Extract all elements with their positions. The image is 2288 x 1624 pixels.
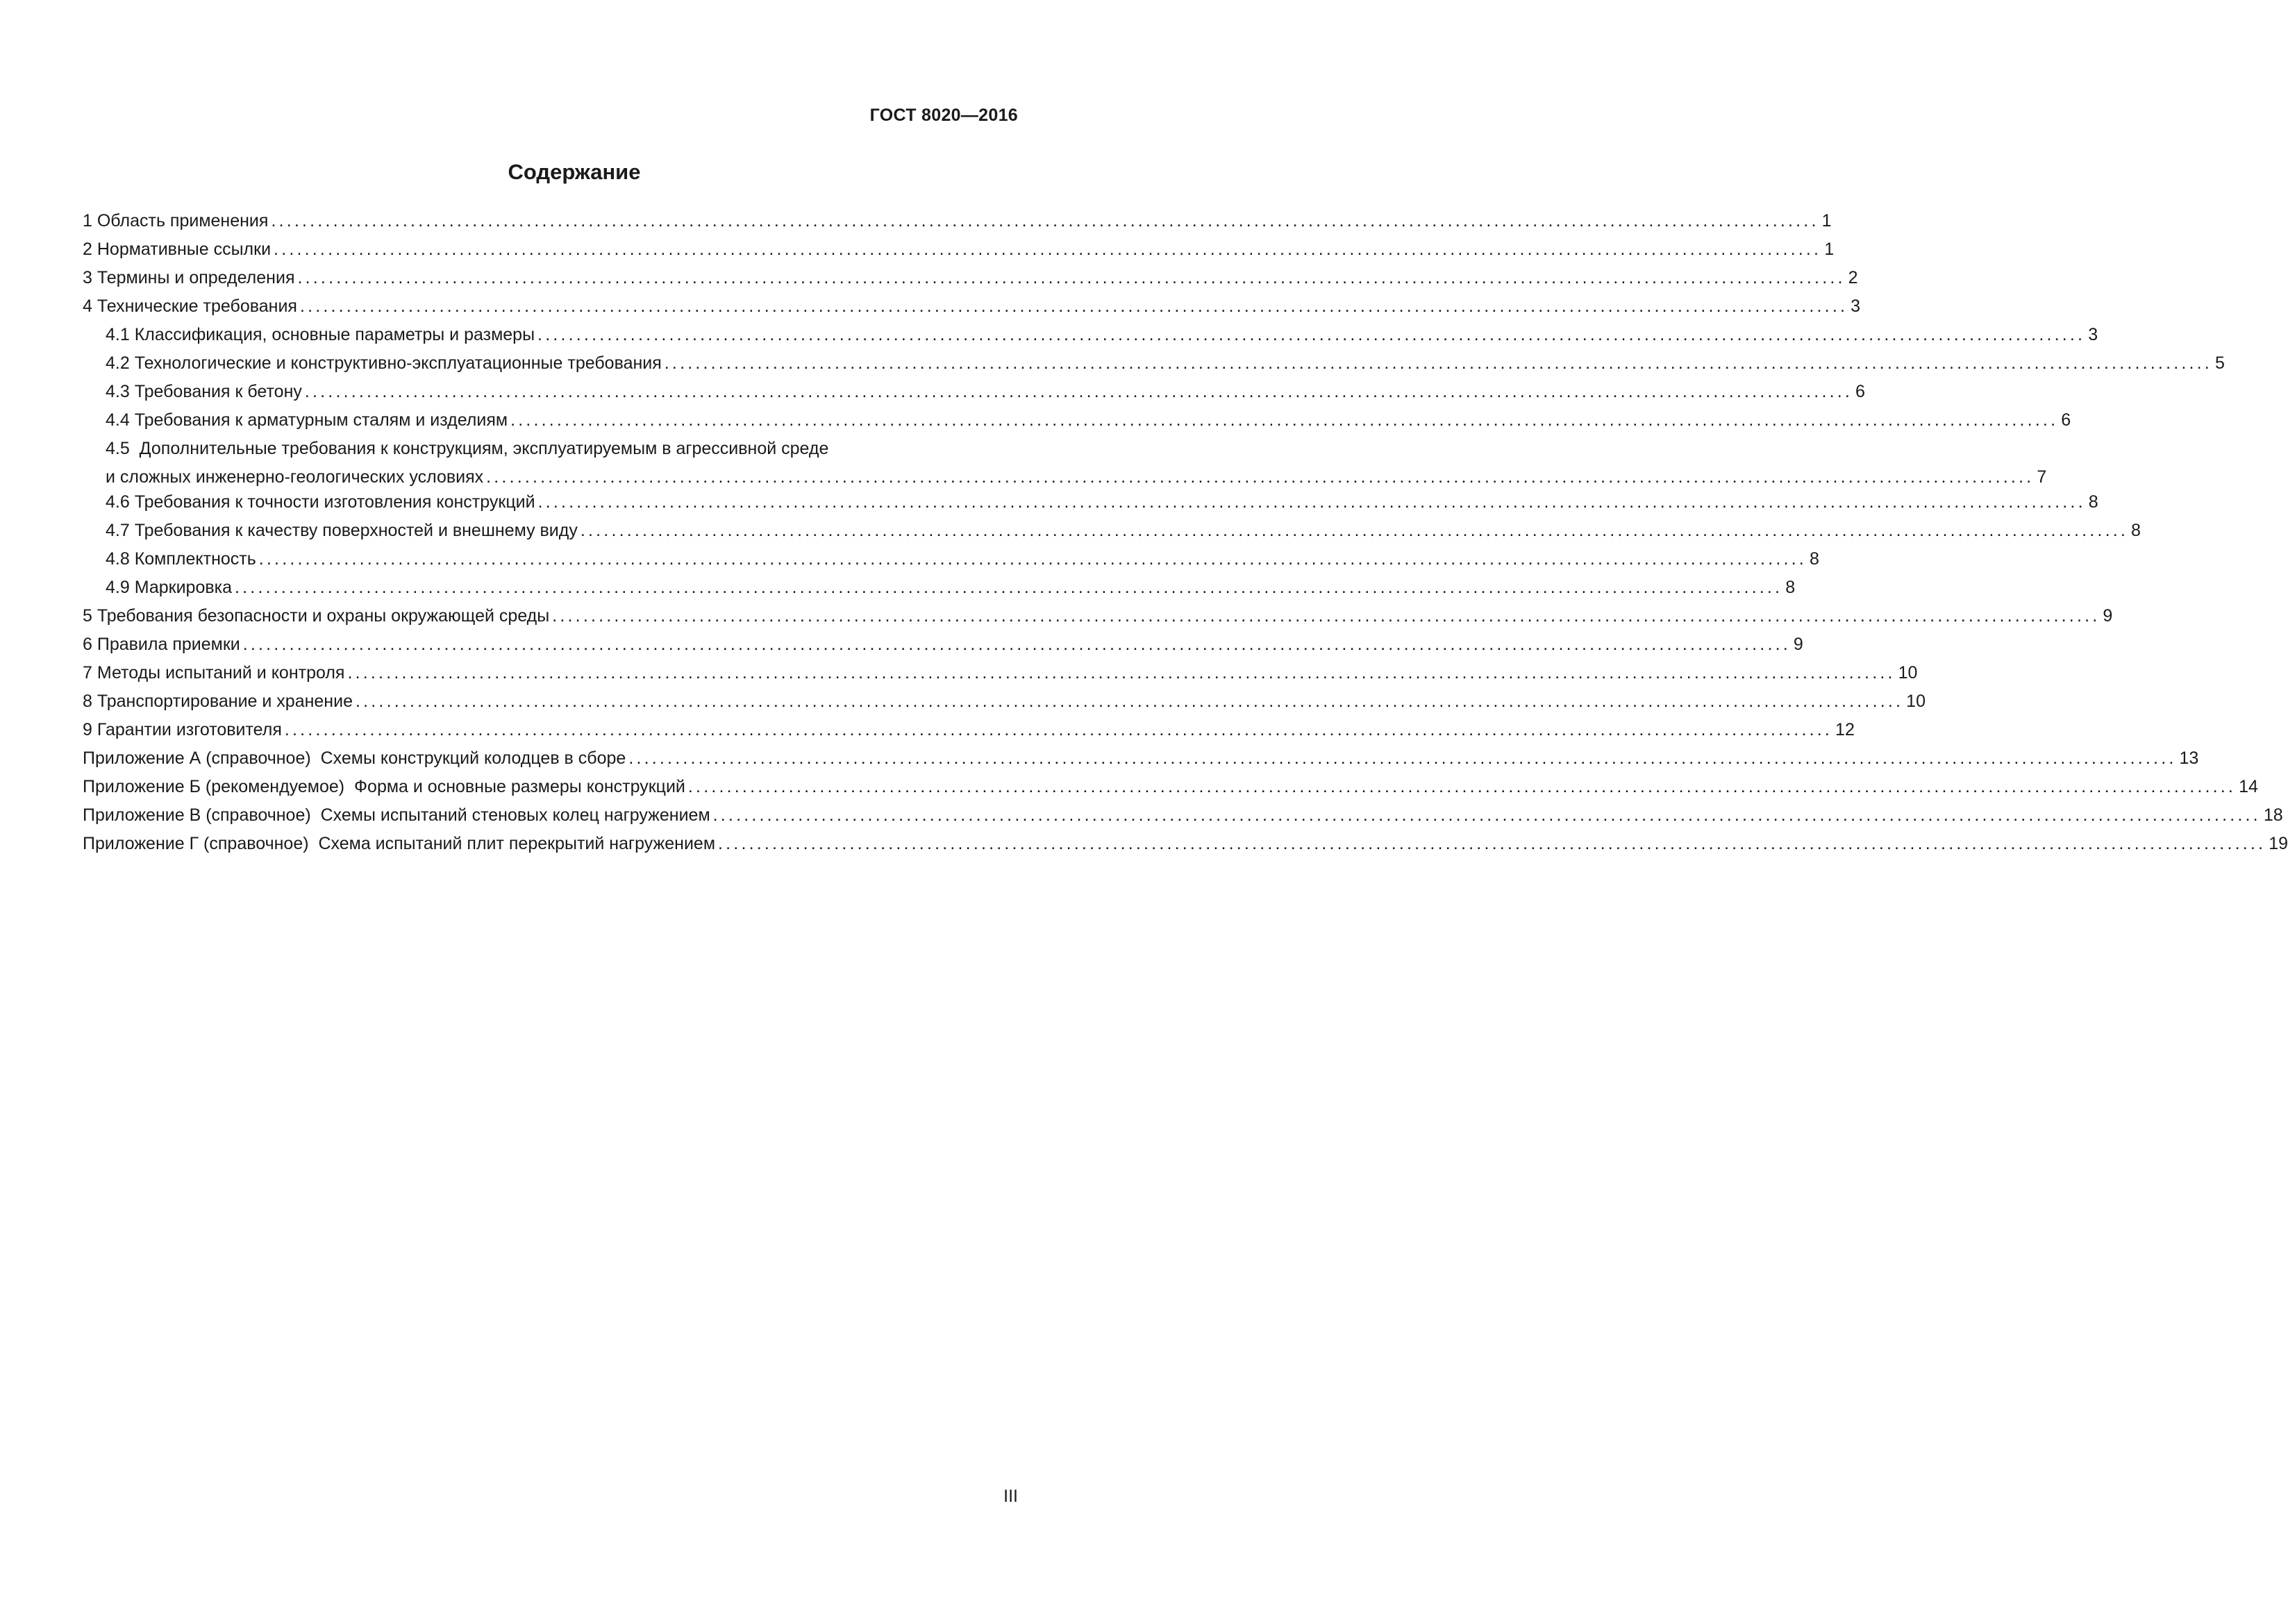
toc-entry-number: 4 <box>83 296 92 316</box>
dot-leader: ........................................................................................................................................................................................................ <box>718 834 2266 853</box>
toc-entry-4-1[interactable] <box>83 324 2098 352</box>
dot-leader: ........................................................................................................................................................................................................ <box>356 692 1904 711</box>
toc-entry-title: Форма и основные размеры конструкций <box>354 777 685 796</box>
toc-entry-number: 4.3 <box>106 382 130 401</box>
toc-entry-page: 8 <box>2131 521 2141 540</box>
toc-entry-title: Гарантии изготовителя <box>97 720 282 739</box>
dot-leader: ........................................................................................................................................................................................................ <box>297 268 1846 287</box>
dot-leader: ........................................................................................................................................................................................................ <box>580 521 2129 540</box>
dot-leader: ........................................................................................................................................................................................................ <box>235 578 1783 597</box>
toc-entry-number: 4.6 <box>106 492 130 512</box>
toc-entry-page: 3 <box>2088 325 2098 344</box>
toc-entry-4-9[interactable] <box>83 576 1796 605</box>
toc-entry-number: 7 <box>83 663 92 683</box>
toc-entry-page: 1 <box>1824 240 1835 259</box>
toc-entry-page: 8 <box>1785 578 1796 597</box>
toc-entry-appendix-b[interactable] <box>83 776 2258 804</box>
toc-entry-4-2[interactable] <box>83 352 2225 380</box>
toc-entry-page: 7 <box>2037 467 2047 487</box>
toc-entry-title: Требования к бетону <box>134 382 302 401</box>
toc-entry-title-line2: и сложных инженерно-геологических условиях <box>106 467 484 487</box>
toc-entry-page: 3 <box>1851 296 1861 316</box>
toc-entry-number: 1 <box>83 211 92 231</box>
toc-entry-9[interactable] <box>83 719 1855 747</box>
toc-entry-number: Приложение Г (справочное) <box>83 834 309 853</box>
toc-entry-title: Правила приемки <box>97 635 240 654</box>
dot-leader: ........................................................................................................................................................................................................ <box>628 748 2177 768</box>
toc-entry-page: 6 <box>1855 382 1865 401</box>
toc-entry-number: 4.8 <box>106 549 130 569</box>
toc-entry-page: 1 <box>1821 211 1832 231</box>
dot-leader: ........................................................................................................................................................................................................ <box>537 492 2086 512</box>
toc-entry-number: 8 <box>83 692 92 711</box>
toc-entry-title: Требования к точности изготовления конструкций <box>134 492 535 512</box>
toc-entry-5[interactable] <box>83 605 2113 633</box>
toc-entry-page: 10 <box>1898 663 1918 683</box>
toc-entry-number: Приложение А (справочное) <box>83 748 311 768</box>
toc-entry-page: 9 <box>1793 635 1803 654</box>
toc-entry-title: Комплектность <box>134 549 256 569</box>
toc-entry-page: 2 <box>1848 268 1858 287</box>
document-code: ГОСТ 8020—2016 <box>869 106 1018 125</box>
dot-leader: ........................................................................................................................................................................................................ <box>271 211 1819 231</box>
toc-entry-title: Требования безопасности и охраны окружающей среды <box>97 606 550 626</box>
toc-entry-title: Схема испытаний плит перекрытий нагружением <box>318 834 716 853</box>
toc-entry-page: 5 <box>2214 353 2225 373</box>
dot-leader: ........................................................................................................................................................................................................ <box>299 296 1848 316</box>
toc-entry-4-3[interactable] <box>83 380 1865 409</box>
toc-entry-number: Приложение Б (рекомендуемое) <box>83 777 345 796</box>
toc-entry-number: 4.5 <box>106 439 130 458</box>
toc-entry-title: Технологические и конструктивно-эксплуатационные требования <box>134 353 662 373</box>
dot-leader: ........................................................................................................................................................................................................ <box>486 467 2035 487</box>
toc-entry-page: 14 <box>2239 777 2258 796</box>
dot-leader: ........................................................................................................................................................................................................ <box>242 635 1791 654</box>
dot-leader: ........................................................................................................................................................................................................ <box>510 410 2059 430</box>
dot-leader: ........................................................................................................................................................................................................ <box>258 549 1807 569</box>
toc-entry-title-line1: Дополнительные требования к конструкциям, эксплуатируемым в агрессивной среде <box>139 439 829 458</box>
dot-leader: ........................................................................................................................................................................................................ <box>347 663 1896 683</box>
dot-leader: ........................................................................................................................................................................................................ <box>274 240 1822 259</box>
toc-entry-page: 18 <box>2263 805 2283 825</box>
toc-entry-4-4[interactable] <box>83 409 2071 437</box>
toc-title: Содержание <box>508 160 641 184</box>
dot-leader: ........................................................................................................................................................................................................ <box>664 353 2212 373</box>
toc-entry-page: 13 <box>2179 748 2199 768</box>
dot-leader: ........................................................................................................................................................................................................ <box>687 777 2237 796</box>
toc-entry-page: 12 <box>1835 720 1855 739</box>
toc-entry-title: Схемы испытаний стеновых колец нагружением <box>320 805 710 825</box>
toc-entry-number: 3 <box>83 268 92 287</box>
toc-entry-title: Нормативные ссылки <box>97 240 272 259</box>
toc-entry-title: Методы испытаний и контроля <box>97 663 345 683</box>
toc-entry-1[interactable] <box>83 210 1832 238</box>
toc-entry-title: Схемы конструкций колодцев в сборе <box>320 748 626 768</box>
toc-entry-number: 5 <box>83 606 92 626</box>
toc-entry-page: 19 <box>2269 834 2288 853</box>
table-of-contents <box>83 210 2288 861</box>
toc-entry-4-7[interactable] <box>83 519 2141 548</box>
toc-entry-title: Термины и определения <box>97 268 295 287</box>
toc-entry-number: 4.1 <box>106 325 130 344</box>
page-number: III <box>1003 1487 1018 1506</box>
dot-leader: ........................................................................................................................................................................................................ <box>552 606 2101 626</box>
toc-entry-page: 8 <box>1809 549 1819 569</box>
toc-entry-appendix-g[interactable] <box>83 832 2288 861</box>
toc-entry-page: 6 <box>2061 410 2071 430</box>
toc-entry-number: 6 <box>83 635 92 654</box>
toc-entry-4-6[interactable] <box>83 491 2098 519</box>
toc-entry-appendix-a[interactable] <box>83 747 2199 776</box>
toc-entry-number: 9 <box>83 720 92 739</box>
toc-entry-number: 2 <box>83 240 92 259</box>
toc-entry-title: Маркировка <box>134 578 233 597</box>
toc-entry-number: 4.4 <box>106 410 130 430</box>
toc-entry-number: 4.2 <box>106 353 130 373</box>
toc-entry-title: Область применения <box>97 211 269 231</box>
toc-entry-title: Транспортирование и хранение <box>97 692 353 711</box>
toc-entry-number: Приложение В (справочное) <box>83 805 311 825</box>
dot-leader: ........................................................................................................................................................................................................ <box>712 805 2261 825</box>
toc-entry-title: Требования к качеству поверхностей и внешнему виду <box>134 521 578 540</box>
toc-entry-title: Требования к арматурным сталям и изделиям <box>134 410 508 430</box>
toc-entry-page: 10 <box>1906 692 1926 711</box>
toc-entry-4-8[interactable] <box>83 548 1819 576</box>
toc-entry-4-5[interactable] <box>83 437 2047 491</box>
toc-entry-6[interactable] <box>83 633 1803 662</box>
toc-entry-8[interactable] <box>83 690 1926 719</box>
toc-entry-3[interactable] <box>83 267 1858 295</box>
toc-entry-2[interactable] <box>83 238 1835 267</box>
toc-entry-number: 4.7 <box>106 521 130 540</box>
dot-leader: ........................................................................................................................................................................................................ <box>304 382 1853 401</box>
toc-entry-title: Классификация, основные параметры и размеры <box>134 325 535 344</box>
dot-leader: ........................................................................................................................................................................................................ <box>284 720 1833 739</box>
toc-entry-title: Технические требования <box>97 296 297 316</box>
toc-entry-4[interactable] <box>83 295 1861 324</box>
toc-entry-number: 4.9 <box>106 578 130 597</box>
toc-entry-page: 8 <box>2088 492 2098 512</box>
toc-entry-7[interactable] <box>83 662 1918 690</box>
dot-leader: ........................................................................................................................................................................................................ <box>537 325 2086 344</box>
toc-entry-appendix-v[interactable] <box>83 804 2283 832</box>
toc-entry-page: 9 <box>2103 606 2113 626</box>
